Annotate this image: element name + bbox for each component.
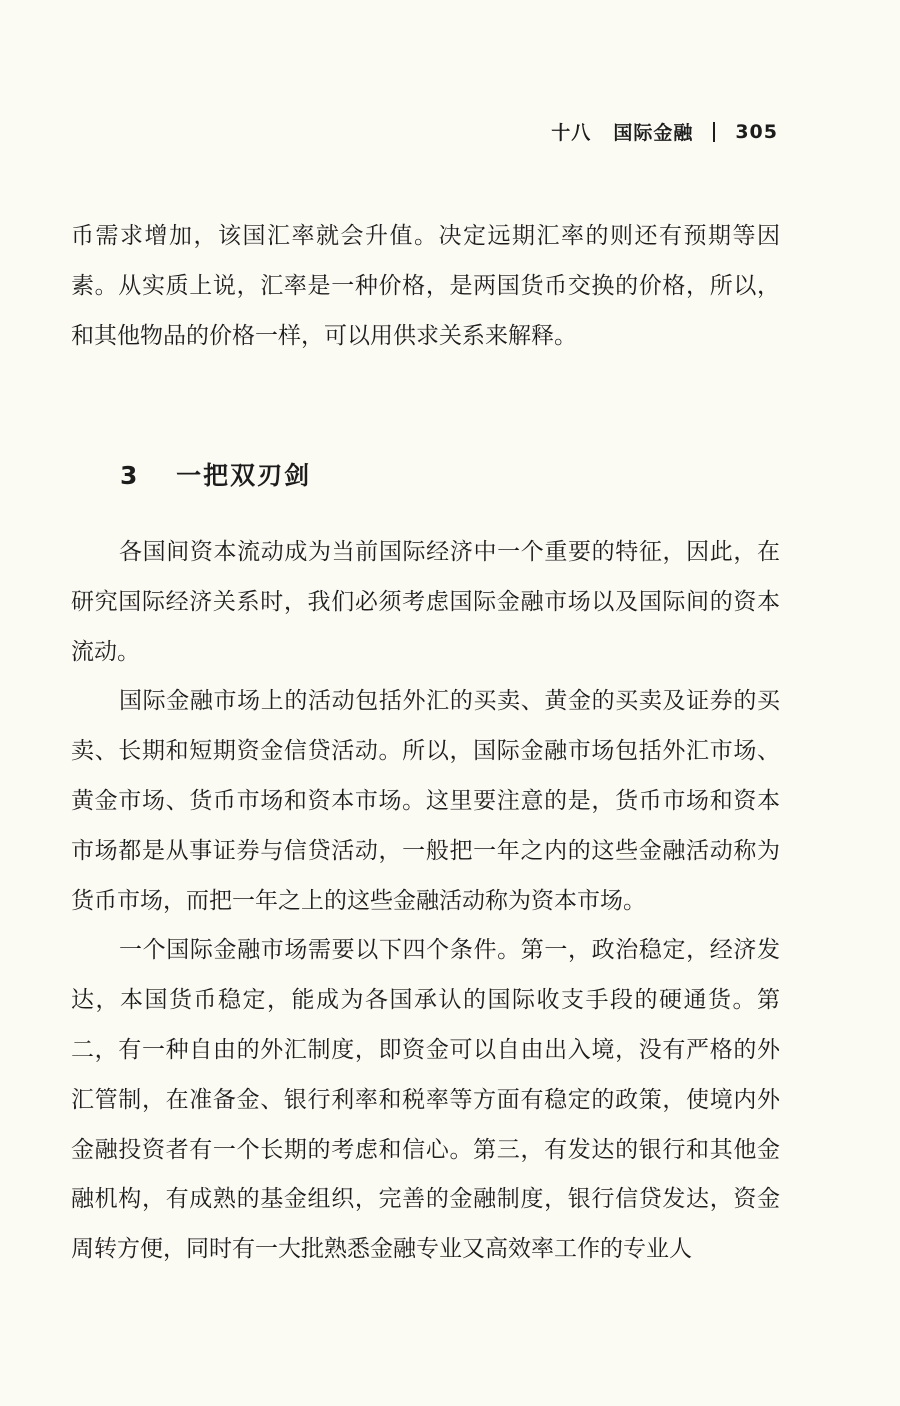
chapter-number: 十八: [551, 122, 592, 144]
section-heading: [120, 456, 311, 492]
section-title: 一把双刃剑: [176, 461, 312, 490]
chapter-title: 国际金融: [613, 122, 694, 144]
paragraph: 国际金融市场上的活动包括外汇的买卖、黄金的买卖及证券的买卖、长期和短期资金信贷活动。所以，国际金融市场包括外汇市场、黄金市场、货币市场和资本市场。这里要注意的是，货币市场和资本市场都是从事证券与信贷活动，一般把一年之内的这些金融活动称为货币市场，而把一年之上的这些金融活动称为资本市场。: [71, 688, 780, 914]
paragraph: 一个国际金融市场需要以下四个条件。第一，政治稳定，经济发达，本国货币稳定，能成为各国承认的国际收支手段的硬通货。第二，有一种自由的外汇制度，即资金可以自由出入境，没有严格的外汇管制，在准备金、银行利率和税率等方面有稳定的政策，使境内外金融投资者有一个长期的考虑和信心。第三，有发达的银行和其他金融机构，有成熟的基金组织，完善的金融制度，银行信贷发达，资金周转方便，同时有一大批熟悉金融专业又高效率工作的专业人: [71, 937, 780, 1263]
paragraph: 各国间资本流动成为当前国际经济中一个重要的特征，因此，在研究国际经济关系时，我们必须考虑国际金融市场以及国际间的资本流动。: [71, 539, 780, 665]
section-number: 3: [120, 461, 140, 490]
header-divider: [713, 122, 715, 142]
section-body: [71, 528, 780, 1275]
running-head: [551, 118, 778, 145]
intro-text: [71, 212, 780, 361]
intro-paragraph: 币需求增加，该国汇率就会升值。决定远期汇率的则还有预期等因素。从实质上说，汇率是一种价格，是两国货币交换的价格，所以，和其他物品的价格一样，可以用供求关系来解释。: [71, 223, 780, 349]
page-number: 305: [735, 120, 778, 143]
